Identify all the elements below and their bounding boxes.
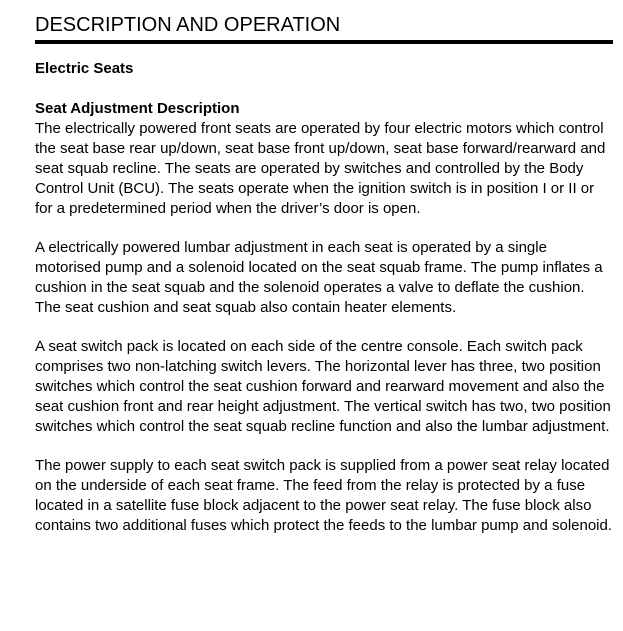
subsection-title: Seat Adjustment Description [35, 100, 240, 117]
paragraph-seat-motors: The electrically powered front seats are operated by four electric motors which control the seat base rear up/down, seat base front up/down, seat base forward/rearward and seat squab recline. The seats are operated by switches and controlled by the Body Control Unit (BCU). The seats operate when the ignition switch is in position I or II or for a predetermined period when the driver’s door is open. [35, 120, 606, 217]
paragraph-lumbar: A electrically powered lumbar adjustment in each seat is operated by a single motorised pump and a solenoid located on the seat squab frame. The pump inflates a cushion in the seat squab and the solenoid operates a valve to deflate the cushion. The seat cushion and seat squab also contain heater elements. [35, 239, 603, 316]
header-rule [35, 40, 613, 44]
paragraph-power-supply: The power supply to each seat switch pack is supplied from a power seat relay located on the underside of each seat frame. The feed from the relay is protected by a fuse located in a satellite fuse block adjacent to the power seat relay. The fuse block also contains two additional fuses which protect the feeds to the lumbar pump and solenoid. [35, 457, 613, 534]
paragraph-switch-pack: A seat switch pack is located on each side of the centre console. Each switch pack comprises two non-latching switch levers. The horizontal lever has three, two position switches which control the seat cushion forward and rearward movement and also the seat cushion front and rear height adjustment. The vertical switch has two, two position switches which control the seat squab recline function and also the lumbar adjustment. [35, 338, 611, 435]
section-title: Electric Seats [35, 60, 134, 77]
document-page [35, 0, 613, 536]
body-text [35, 119, 613, 536]
page-header-title: DESCRIPTION AND OPERATION [35, 14, 341, 36]
